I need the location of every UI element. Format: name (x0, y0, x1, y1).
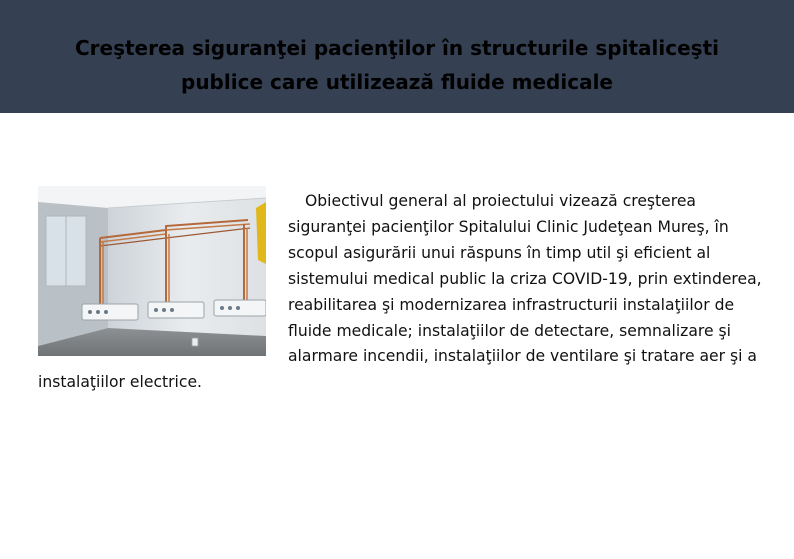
page-title-line-2: publice care utilizează fluide medicale (181, 70, 613, 94)
header-banner (0, 0, 794, 113)
project-objective-paragraph: Obiectivul general al proiectului vizează creşterea siguranţei pacienţilor Spitalului Clinic Judeţean Mureş, în scopul asigurării unui răspuns în timp util şi eficient al sistemului medical public la criza COVID-19, prin extinderea, reabilitarea şi modernizarea infrastructurii instalaţiilor de fluide medicale; instalaţiilor de detectare, semnalizare şi alarmare incendii, instalaţiilor de ventilare şi tratare aer şi a instalaţiilor electrice. (38, 192, 762, 392)
page-title (0, 31, 794, 99)
hospital-room-illustration (38, 186, 266, 356)
article-content (38, 186, 762, 396)
page-title-line-1: Creşterea siguranţei pacienţilor în structurile spitaliceşti (74, 36, 719, 60)
hospital-room-photo (38, 186, 266, 356)
